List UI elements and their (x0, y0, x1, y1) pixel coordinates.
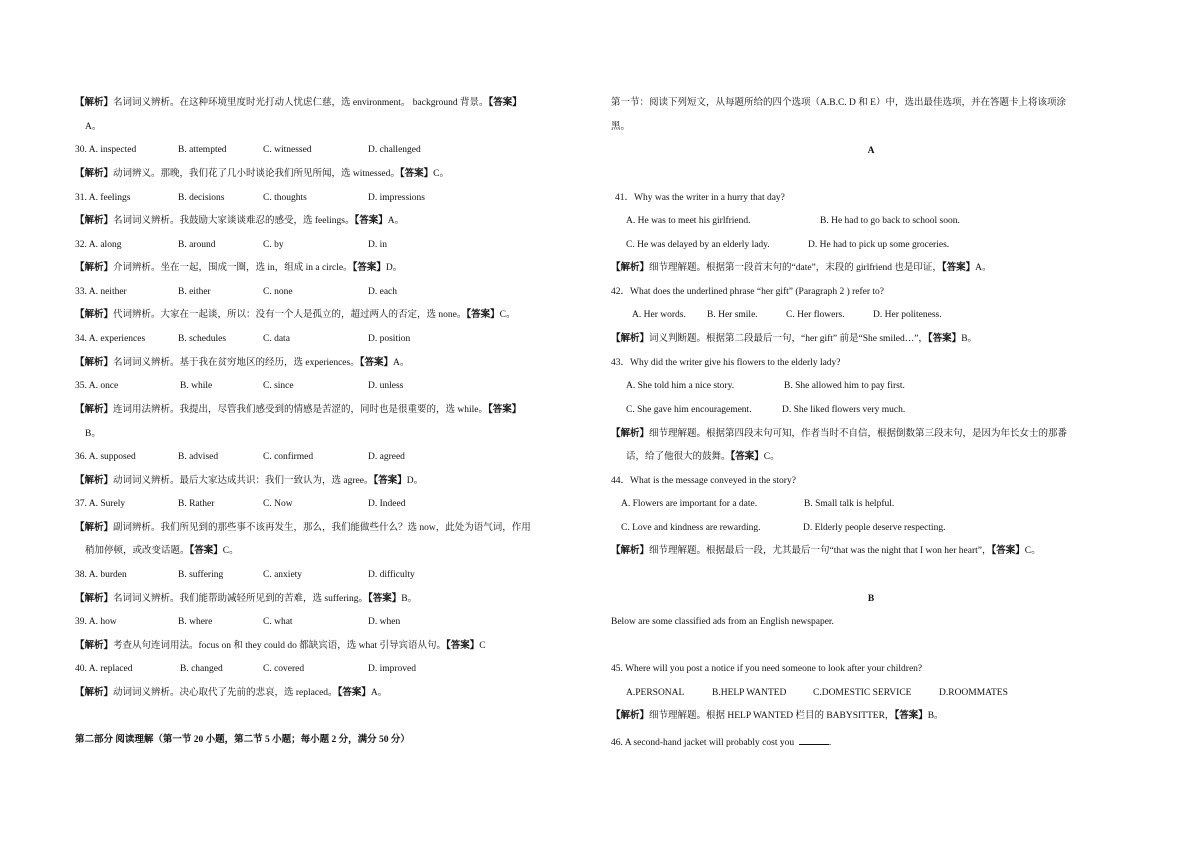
answer-tag: 【答案】 (446, 641, 480, 651)
answer-letter: C。 (499, 310, 516, 320)
option-c: C. thoughts (263, 193, 307, 203)
explanation-tag: 【解析】 (75, 688, 114, 698)
answer-letter: C (479, 641, 486, 651)
option-d: D. difficulty (368, 570, 415, 580)
passage-b-intro: Below are some classified ads from an English newspaper. (611, 617, 834, 627)
option-c: C. since (263, 381, 294, 391)
explanation-text: 副词辨析。我们所见到的那些事不该再发生，那么，我们能做些什么？选 now，此处为语气词，作用 (113, 523, 531, 533)
explanation-tag: 【解析】 (75, 263, 114, 273)
option-d: D. impressions (368, 193, 425, 203)
option-b: B. schedules (178, 334, 227, 344)
option-c: C. covered (263, 664, 305, 674)
answer-letter: A。 (393, 358, 410, 368)
q44-option-d: D. Elderly people deserve respecting. (803, 523, 946, 533)
option-d: D. agreed (368, 452, 405, 462)
explanation-line (75, 357, 409, 369)
q43-option-d: D. She liked flowers very much. (782, 405, 906, 415)
explanation-text: 名词词义辨析。在这种环境里度时光打动人忧虑仁慈，选 environment。 background 背景。 (113, 98, 489, 108)
answer-blank[interactable] (799, 734, 829, 745)
answer-letter: D。 (406, 476, 424, 486)
option-b: B. where (178, 617, 213, 627)
explanation-line (75, 309, 515, 321)
q45-option-c: C.DOMESTIC SERVICE (813, 688, 912, 698)
answer-tag: 【答案】 (466, 310, 500, 320)
option-b: B. around (178, 240, 216, 250)
q45-option-d: D.ROOMMATES (939, 688, 1008, 698)
explanation-line (75, 168, 449, 180)
explanation-tag: 【解析】 (75, 641, 114, 651)
explanation-continuation (85, 121, 101, 133)
q43-explanation-cont: 话，给了他很大的鼓舞。【答案】C。 (626, 452, 780, 462)
option-a: 36. A. supposed (75, 452, 136, 462)
option-a: 30. A. inspected (75, 145, 137, 155)
part2-heading: 第二部分 阅读理解（第一节 20 小题，第二节 5 小题；每小题 2 分，满分 50 分） (75, 735, 410, 745)
option-b: B. attempted (178, 145, 227, 155)
answer-tag: 【答案】 (359, 358, 393, 368)
explanation-text: 名词词义辨析。我们能帮助减轻所见到的苦难，选 suffering。 (113, 594, 369, 604)
explanation-continuation (85, 545, 239, 557)
option-d: D. challenged (368, 145, 421, 155)
q43-option-c: C. She gave him encouragement. (626, 405, 752, 415)
option-d: D. improved (368, 664, 417, 674)
q43-option-a: A. She told him a nice story. (626, 381, 735, 391)
option-a: 38. A. burden (75, 570, 127, 580)
q43-option-b: B. She allowed him to pay first. (784, 381, 905, 391)
option-c: C. none (263, 287, 293, 297)
explanation-text: 动词词义辨析。最后大家达成共识：我们一致认为，选 agree。 (113, 476, 374, 486)
question-43: 43．Why did the writer give his flowers to the elderly lady? (611, 358, 841, 368)
explanation-continuation (85, 428, 101, 440)
option-b: B. changed (180, 664, 223, 674)
q42-option-d: D. Her politeness. (873, 310, 942, 320)
option-d: D. Indeed (368, 499, 406, 509)
q42-explanation: 【解析】词义判断题。根据第二段最后一句，“her gift” 前是“She smiled…”，【答案】B。 (611, 334, 978, 344)
option-b: B. suffering (178, 570, 224, 580)
explanation-line (75, 404, 521, 416)
option-a: 32. A. along (75, 240, 122, 250)
answer-tag: 【答案】 (373, 476, 407, 486)
option-c: C. Now (263, 499, 293, 509)
q45-explanation: 【解析】细节理解题。根据 HELP WANTED 栏目的 BABYSITTER，【答案】B。 (611, 711, 944, 721)
option-b: B. while (180, 381, 213, 391)
explanation-text: 动词辨义。那晚，我们花了几小时谈论我们所见所闻，选 witnessed。 (113, 169, 400, 179)
option-b: B. advised (178, 452, 219, 462)
section1-instruction-cont: 黑。 (611, 122, 631, 132)
q45-option-a: A.PERSONAL (626, 688, 685, 698)
q44-option-b: B. Small talk is helpful. (804, 499, 895, 509)
question-44: 44．What is the message conveyed in the story? (611, 476, 796, 486)
option-c: C. data (263, 334, 290, 344)
q44-option-a: A. Flowers are important for a date. (621, 499, 758, 509)
explanation-text: 名词词义辨析。基于我在贫穷地区的经历，选 experiences。 (113, 358, 360, 368)
option-d: D. when (368, 617, 401, 627)
explanation-tag: 【解析】 (75, 98, 114, 108)
question-41: 41．Why was the writer in a hurry that day? (615, 193, 785, 203)
answer-tag: 【答案】 (337, 688, 371, 698)
q44-option-c: C. Love and kindness are rewarding. (621, 523, 761, 533)
option-c: C. confirmed (263, 452, 314, 462)
explanation-line (75, 593, 417, 605)
question-42: 42．What does the underlined phrase “her gift” (Paragraph 2 ) refer to? (611, 287, 885, 297)
q41-option-c: C. He was delayed by an elderly lady. (626, 240, 770, 250)
explanation-line (75, 475, 423, 487)
explanation-text: A。 (85, 122, 102, 132)
q41-option-a: A. He was to meet his girlfriend. (626, 216, 751, 226)
explanation-text: 动词词义辨析。决心取代了先前的悲哀，选 replaced。 (113, 688, 338, 698)
option-b: B. Rather (178, 499, 215, 509)
q41-option-b: B. He had to go back to school soon. (820, 216, 960, 226)
explanation-text: 稍加停顿，或改变话题。 (85, 546, 190, 556)
answer-letter: C。 (222, 546, 239, 556)
answer-tag: 【答案】 (368, 594, 402, 604)
option-a: 31. A. feelings (75, 193, 131, 203)
explanation-text: B。 (85, 429, 101, 439)
explanation-line (75, 522, 531, 534)
answer-letter: C。 (433, 169, 449, 179)
explanation-tag: 【解析】 (75, 594, 114, 604)
explanation-tag: 【解析】 (75, 216, 114, 226)
option-d: D. unless (368, 381, 404, 391)
answer-tag: 【答案】 (488, 98, 522, 108)
q45-option-b: B.HELP WANTED (712, 688, 787, 698)
option-c: C. by (263, 240, 284, 250)
passage-a-heading: A (867, 146, 875, 156)
option-d: D. each (368, 287, 398, 297)
answer-letter: A。 (370, 688, 388, 698)
option-b: B. decisions (178, 193, 225, 203)
answer-tag: 【答案】 (354, 216, 388, 226)
answer-tag: 【答案】 (488, 405, 522, 415)
explanation-tag: 【解析】 (75, 405, 114, 415)
option-c: C. what (263, 617, 293, 627)
q43-explanation: 【解析】细节理解题。根据第四段末句可知，作者当时不自信，根据倒数第三段末句，是因为年长女士的那番 (611, 429, 1068, 439)
explanation-line (75, 262, 402, 274)
explanation-tag: 【解析】 (75, 358, 114, 368)
option-a: 39. A. how (75, 617, 117, 627)
option-d: D. in (368, 240, 387, 250)
explanation-text: 介词辨析。坐在一起，围成一圈，选 in，组成 in a circle。 (113, 263, 353, 273)
answer-letter: B。 (401, 594, 418, 604)
option-c: C. witnessed (263, 145, 312, 155)
explanation-tag: 【解析】 (75, 169, 114, 179)
q41-option-d: D. He had to pick up some groceries. (808, 240, 950, 250)
explanation-line (75, 215, 404, 227)
q44-explanation: 【解析】细节理解题。根据最后一段，尤其最后一句“that was the night that I won her heart”，【答案】C。 (611, 546, 1041, 556)
option-a: 35. A. once (75, 381, 119, 391)
explanation-text: 连词用法辨析。我提出，尽管我们感受到的情感是苦涩的，同时也是很重要的，选 while。 (113, 405, 488, 415)
q42-option-a: A. Her words. (632, 310, 686, 320)
answer-tag: 【答案】 (189, 546, 223, 556)
option-a: 33. A. neither (75, 287, 127, 297)
q41-explanation: 【解析】细节理解题。根据第一段首末句的“date”，末段的 girlfriend 也是印证，【答案】A。 (611, 263, 992, 273)
answer-tag: 【答案】 (352, 263, 386, 273)
explanation-text: 考查从句连词用法。focus on 和 they could do 都缺宾语，选 what 引导宾语从句。 (113, 641, 447, 651)
option-d: D. position (368, 334, 411, 344)
explanation-text: 代词辨析。大家在一起谈，所以：没有一个人是孤立的，超过两人的否定，选 none。 (113, 310, 467, 320)
option-b: B. either (178, 287, 211, 297)
q42-option-b: B. Her smile. (707, 310, 758, 320)
q42-option-c: C. Her flowers. (786, 310, 845, 320)
explanation-tag: 【解析】 (75, 523, 114, 533)
explanation-tag: 【解析】 (75, 476, 114, 486)
option-c: C. anxiety (263, 570, 303, 580)
explanation-line (75, 97, 522, 109)
explanation-line (75, 687, 387, 699)
explanation-text: 名词词义辨析。我鼓励大家谈谈难忍的感受，选 feelings。 (113, 216, 355, 226)
answer-tag: 【答案】 (399, 169, 434, 179)
answer-letter: D。 (385, 263, 403, 273)
explanation-tag: 【解析】 (75, 310, 114, 320)
passage-b-heading: B (867, 594, 875, 604)
answer-letter: A。 (387, 216, 405, 226)
explanation-line (75, 640, 486, 652)
option-a: 37. A. Surely (75, 499, 126, 509)
option-a: 40. A. replaced (75, 664, 133, 674)
question-45: 45. Where will you post a notice if you need someone to look after your children? (611, 664, 923, 674)
section1-instruction: 第一节：阅读下列短文，从每题所给的四个选项（A.B.C. D 和 E）中，选出最佳选项，并在答题卡上将该项涂 (611, 98, 1066, 108)
question-46: 46. A second-hand jacket will probably cost you . (611, 734, 831, 749)
option-a: 34. A. experiences (75, 334, 146, 344)
